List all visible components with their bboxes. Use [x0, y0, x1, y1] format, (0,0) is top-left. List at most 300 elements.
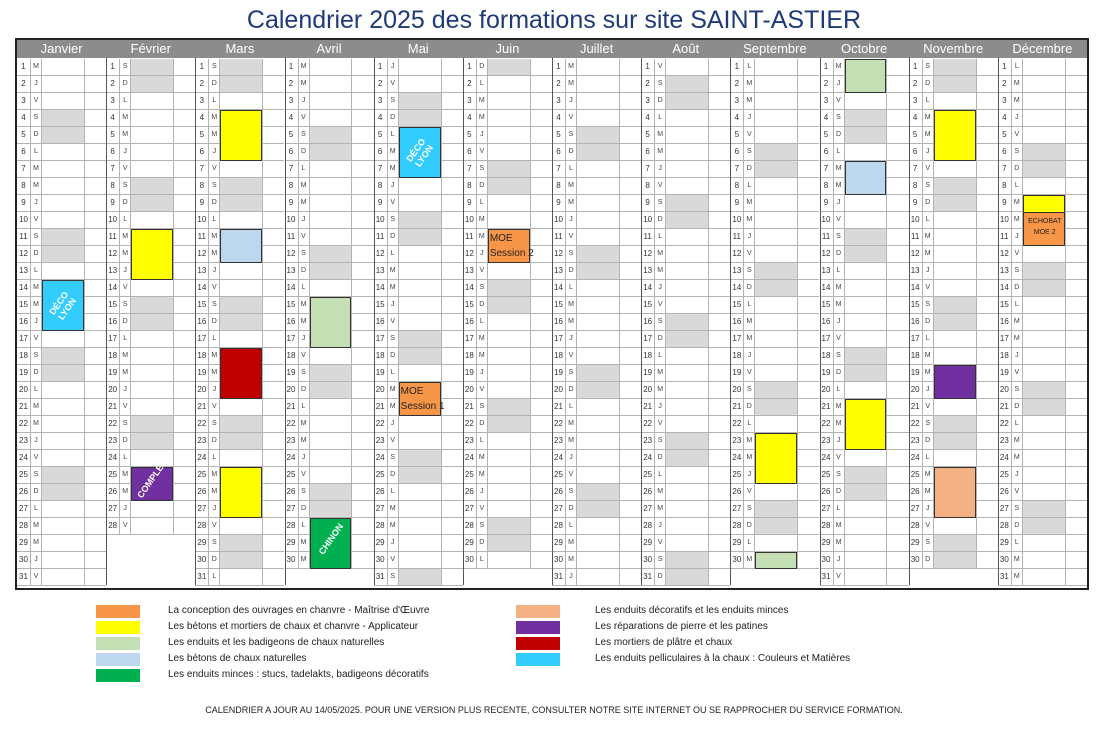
weekday-letter: M	[209, 484, 220, 500]
day-cell	[374, 484, 463, 501]
day-cell	[463, 178, 552, 195]
weekday-letter: L	[566, 518, 577, 534]
weekday-letter: V	[299, 467, 310, 483]
weekday-letter: L	[923, 212, 934, 228]
weekday-letter: M	[834, 518, 845, 534]
day-number: 4	[641, 110, 655, 126]
day-number: 3	[106, 93, 120, 109]
weekday-letter: D	[209, 314, 220, 330]
legend-text: Les enduits pelliculaires à la chaux : Couleurs et Matières	[595, 653, 851, 664]
day-number: 25	[998, 467, 1012, 483]
day-cell	[730, 76, 819, 93]
day-number: 1	[17, 59, 31, 75]
day-cell	[909, 399, 998, 416]
day-cell	[374, 348, 463, 365]
day-cell	[730, 297, 819, 314]
weekday-letter: S	[120, 416, 131, 432]
weekday-letter: D	[388, 229, 399, 245]
day-cell	[909, 161, 998, 178]
weekday-letter: L	[923, 93, 934, 109]
day-number: 29	[641, 535, 655, 551]
day-cell	[552, 552, 641, 569]
day-number: 4	[909, 110, 923, 126]
day-cell	[641, 382, 730, 399]
legend-text: La conception des ouvrages en chanvre - Maîtrise d'Œuvre	[168, 605, 430, 616]
day-number: 14	[730, 280, 744, 296]
day-cell	[730, 178, 819, 195]
day-cell	[552, 314, 641, 331]
day-cell	[730, 229, 819, 246]
day-number: 3	[374, 93, 388, 109]
day-cell	[374, 501, 463, 518]
weekday-letter: L	[744, 297, 755, 313]
day-cell	[998, 161, 1087, 178]
day-number: 11	[17, 229, 31, 245]
weekday-letter: M	[120, 246, 131, 262]
day-number: 24	[463, 450, 477, 466]
weekday-letter: L	[655, 348, 666, 364]
day-number: 1	[730, 59, 744, 75]
day-number: 8	[730, 178, 744, 194]
weekday-letter: V	[655, 178, 666, 194]
day-number: 26	[195, 484, 209, 500]
weekday-letter: M	[477, 93, 488, 109]
day-number: 25	[17, 467, 31, 483]
weekday-letter: D	[566, 144, 577, 160]
day-number: 16	[195, 314, 209, 330]
weekday-letter: J	[1012, 348, 1023, 364]
day-cell	[641, 246, 730, 263]
day-cell	[463, 416, 552, 433]
weekday-letter: M	[744, 331, 755, 347]
day-cell	[463, 93, 552, 110]
weekday-letter: M	[31, 535, 42, 551]
weekday-letter: V	[31, 569, 42, 585]
day-number: 30	[285, 552, 299, 568]
day-cell	[106, 195, 195, 212]
month-separator	[463, 58, 464, 585]
day-number: 29	[17, 535, 31, 551]
day-number: 22	[17, 416, 31, 432]
day-cell	[463, 110, 552, 127]
day-cell	[730, 195, 819, 212]
weekday-letter: D	[31, 127, 42, 143]
day-number: 18	[106, 348, 120, 364]
day-cell	[195, 178, 284, 195]
day-number: 10	[820, 212, 834, 228]
weekday-letter: D	[744, 399, 755, 415]
day-cell	[730, 399, 819, 416]
day-number: 10	[17, 212, 31, 228]
training-session	[934, 467, 976, 518]
day-number: 16	[552, 314, 566, 330]
session-label: CHINON	[316, 521, 345, 556]
day-number: 5	[17, 127, 31, 143]
day-cell	[552, 212, 641, 229]
weekday-letter: S	[744, 501, 755, 517]
weekday-letter: V	[477, 501, 488, 517]
day-cell	[552, 450, 641, 467]
weekday-letter: L	[31, 382, 42, 398]
day-number: 7	[106, 161, 120, 177]
day-cell	[998, 569, 1087, 586]
day-cell	[820, 93, 909, 110]
weekday-letter: M	[31, 518, 42, 534]
day-cell	[195, 297, 284, 314]
day-number: 3	[463, 93, 477, 109]
day-cell	[641, 484, 730, 501]
day-cell	[552, 331, 641, 348]
day-number: 30	[730, 552, 744, 568]
day-number: 25	[463, 467, 477, 483]
day-number: 16	[463, 314, 477, 330]
legend-text: Les enduits minces : stucs, tadelakts, badigeons décoratifs	[168, 669, 429, 680]
weekday-letter: S	[209, 297, 220, 313]
weekday-letter: D	[299, 382, 310, 398]
weekday-letter: M	[566, 433, 577, 449]
day-cell	[552, 535, 641, 552]
day-cell	[463, 467, 552, 484]
day-number: 16	[285, 314, 299, 330]
day-cell	[998, 518, 1087, 535]
day-number: 25	[552, 467, 566, 483]
day-number: 24	[820, 450, 834, 466]
weekday-letter: M	[566, 297, 577, 313]
weekday-letter: J	[834, 552, 845, 568]
day-cell	[730, 569, 819, 586]
day-number: 4	[195, 110, 209, 126]
day-cell	[463, 76, 552, 93]
weekday-letter: V	[388, 76, 399, 92]
month-header: Mars	[225, 41, 255, 56]
weekday-letter: S	[1012, 263, 1023, 279]
day-cell	[374, 331, 463, 348]
weekday-letter: M	[744, 76, 755, 92]
day-number: 11	[641, 229, 655, 245]
weekday-letter: D	[299, 144, 310, 160]
day-number: 4	[552, 110, 566, 126]
day-cell	[195, 518, 284, 535]
weekday-letter: S	[655, 552, 666, 568]
day-number: 27	[463, 501, 477, 517]
day-number: 27	[820, 501, 834, 517]
weekday-letter: J	[31, 314, 42, 330]
day-cell	[374, 314, 463, 331]
day-number: 27	[374, 501, 388, 517]
day-number: 1	[463, 59, 477, 75]
day-number: 15	[285, 297, 299, 313]
weekday-letter: J	[209, 144, 220, 160]
weekday-letter: S	[744, 263, 755, 279]
weekday-letter: D	[120, 314, 131, 330]
day-cell	[998, 433, 1087, 450]
month-header: Juin	[495, 41, 520, 56]
weekday-letter: V	[209, 161, 220, 177]
day-cell	[463, 518, 552, 535]
day-cell	[463, 280, 552, 297]
day-number: 13	[641, 263, 655, 279]
day-number: 14	[641, 280, 655, 296]
weekday-letter: V	[120, 518, 131, 534]
day-cell	[106, 365, 195, 382]
day-number: 25	[820, 467, 834, 483]
day-number: 29	[909, 535, 923, 551]
weekday-letter: S	[477, 161, 488, 177]
day-cell	[195, 569, 284, 586]
day-number: 2	[909, 76, 923, 92]
day-number: 30	[998, 552, 1012, 568]
day-number: 13	[998, 263, 1012, 279]
day-number: 22	[730, 416, 744, 432]
day-number: 14	[195, 280, 209, 296]
day-number: 26	[909, 484, 923, 500]
month-separator	[641, 58, 642, 585]
day-cell	[909, 59, 998, 76]
weekday-letter: S	[477, 518, 488, 534]
weekday-letter: M	[388, 518, 399, 534]
weekday-letter: J	[31, 552, 42, 568]
weekday-letter: S	[744, 382, 755, 398]
day-number: 23	[17, 433, 31, 449]
day-cell	[285, 569, 374, 586]
day-number: 6	[820, 144, 834, 160]
day-number: 1	[106, 59, 120, 75]
day-cell	[463, 263, 552, 280]
weekday-letter: D	[1012, 161, 1023, 177]
weekday-letter: L	[834, 144, 845, 160]
day-cell	[285, 144, 374, 161]
day-number: 9	[998, 195, 1012, 211]
day-cell	[106, 416, 195, 433]
weekday-letter: D	[655, 93, 666, 109]
day-number: 27	[909, 501, 923, 517]
day-number: 8	[106, 178, 120, 194]
day-number: 7	[730, 161, 744, 177]
weekday-letter: J	[655, 161, 666, 177]
day-number: 20	[463, 382, 477, 398]
day-number: 10	[106, 212, 120, 228]
weekday-letter: D	[120, 195, 131, 211]
weekday-letter: V	[834, 569, 845, 585]
weekday-letter: L	[566, 161, 577, 177]
weekday-letter: V	[1012, 246, 1023, 262]
day-cell	[820, 467, 909, 484]
weekday-letter: M	[566, 314, 577, 330]
day-number: 30	[463, 552, 477, 568]
day-number: 28	[641, 518, 655, 534]
weekday-letter: M	[655, 501, 666, 517]
weekday-letter: M	[655, 382, 666, 398]
weekday-letter: L	[1012, 59, 1023, 75]
weekday-letter: D	[566, 382, 577, 398]
day-number: 9	[641, 195, 655, 211]
weekday-letter: M	[477, 467, 488, 483]
day-number: 1	[641, 59, 655, 75]
weekday-letter: S	[566, 127, 577, 143]
day-cell	[998, 144, 1087, 161]
day-number: 7	[909, 161, 923, 177]
day-cell	[106, 569, 195, 586]
day-cell	[374, 212, 463, 229]
day-cell	[730, 263, 819, 280]
day-number: 22	[909, 416, 923, 432]
day-cell	[463, 127, 552, 144]
day-cell	[730, 280, 819, 297]
weekday-letter: L	[655, 110, 666, 126]
day-cell	[195, 552, 284, 569]
day-number: 4	[820, 110, 834, 126]
day-cell	[998, 263, 1087, 280]
day-cell	[17, 178, 106, 195]
page-title: Calendrier 2025 des formations sur site SAINT-ASTIER	[246, 6, 862, 34]
weekday-letter: J	[834, 433, 845, 449]
day-number: 20	[641, 382, 655, 398]
day-cell	[463, 552, 552, 569]
day-number: 11	[195, 229, 209, 245]
day-number: 8	[641, 178, 655, 194]
day-cell	[17, 195, 106, 212]
day-number: 7	[374, 161, 388, 177]
weekday-letter: S	[209, 535, 220, 551]
training-session	[845, 59, 887, 93]
legend-swatch	[516, 637, 560, 650]
day-cell	[463, 144, 552, 161]
day-cell	[463, 501, 552, 518]
day-cell	[106, 59, 195, 76]
weekday-letter: V	[744, 127, 755, 143]
day-cell	[17, 212, 106, 229]
day-cell	[909, 280, 998, 297]
day-cell	[820, 297, 909, 314]
legend-swatch	[96, 653, 140, 666]
day-cell	[998, 110, 1087, 127]
weekday-letter: L	[834, 263, 845, 279]
day-cell	[285, 229, 374, 246]
day-cell	[909, 263, 998, 280]
day-number: 20	[106, 382, 120, 398]
day-number: 8	[909, 178, 923, 194]
day-cell	[998, 501, 1087, 518]
weekday-letter: V	[566, 110, 577, 126]
day-cell	[463, 59, 552, 76]
weekday-letter: V	[744, 246, 755, 262]
day-number: 7	[552, 161, 566, 177]
day-cell	[552, 263, 641, 280]
weekday-letter: D	[477, 416, 488, 432]
weekday-letter: D	[655, 450, 666, 466]
day-number: 8	[463, 178, 477, 194]
day-cell	[106, 450, 195, 467]
weekday-letter: S	[120, 178, 131, 194]
weekday-letter: L	[477, 552, 488, 568]
day-cell	[998, 331, 1087, 348]
weekday-letter: V	[1012, 484, 1023, 500]
weekday-letter: D	[744, 280, 755, 296]
weekday-letter: V	[477, 144, 488, 160]
weekday-letter: M	[566, 416, 577, 432]
day-number: 14	[17, 280, 31, 296]
day-number: 6	[463, 144, 477, 160]
day-cell	[195, 535, 284, 552]
weekday-letter: M	[1012, 331, 1023, 347]
day-cell	[998, 297, 1087, 314]
day-cell	[463, 433, 552, 450]
day-cell	[820, 110, 909, 127]
weekday-letter: L	[1012, 416, 1023, 432]
day-number: 15	[195, 297, 209, 313]
day-cell	[374, 467, 463, 484]
day-number: 18	[641, 348, 655, 364]
weekday-letter: D	[923, 552, 934, 568]
day-number: 18	[463, 348, 477, 364]
weekday-letter: J	[209, 501, 220, 517]
day-cell	[17, 450, 106, 467]
weekday-letter: M	[120, 365, 131, 381]
weekday-letter: D	[566, 263, 577, 279]
day-cell	[106, 178, 195, 195]
day-number: 7	[17, 161, 31, 177]
day-cell	[730, 518, 819, 535]
weekday-letter: M	[31, 161, 42, 177]
weekday-letter: S	[834, 467, 845, 483]
day-cell	[730, 212, 819, 229]
day-cell	[17, 348, 106, 365]
day-number: 9	[17, 195, 31, 211]
day-number: 14	[106, 280, 120, 296]
day-number: 11	[106, 229, 120, 245]
month-header: Août	[672, 41, 700, 56]
day-cell	[374, 365, 463, 382]
day-number: 12	[909, 246, 923, 262]
day-number: 28	[730, 518, 744, 534]
weekday-letter: L	[1012, 535, 1023, 551]
day-cell	[17, 569, 106, 586]
day-number: 5	[374, 127, 388, 143]
weekday-letter: L	[120, 331, 131, 347]
day-cell	[17, 76, 106, 93]
day-number: 9	[374, 195, 388, 211]
day-number: 29	[820, 535, 834, 551]
day-cell	[730, 246, 819, 263]
day-cell	[17, 331, 106, 348]
weekday-letter: L	[834, 501, 845, 517]
weekday-letter: M	[388, 399, 399, 415]
day-cell	[641, 212, 730, 229]
weekday-letter: M	[388, 161, 399, 177]
weekday-letter: S	[209, 59, 220, 75]
weekday-letter: J	[566, 93, 577, 109]
day-number: 22	[285, 416, 299, 432]
weekday-letter: J	[31, 195, 42, 211]
day-cell	[909, 246, 998, 263]
weekday-letter: V	[744, 484, 755, 500]
weekday-letter: M	[31, 297, 42, 313]
weekday-letter: M	[31, 416, 42, 432]
day-cell	[17, 518, 106, 535]
day-cell	[552, 59, 641, 76]
weekday-letter: J	[477, 484, 488, 500]
weekday-letter: S	[1012, 144, 1023, 160]
weekday-letter: M	[566, 535, 577, 551]
day-number: 19	[285, 365, 299, 381]
weekday-letter: L	[388, 246, 399, 262]
weekday-letter: D	[209, 552, 220, 568]
weekday-letter: L	[744, 178, 755, 194]
legend-swatch	[96, 637, 140, 650]
day-number: 6	[285, 144, 299, 160]
weekday-letter: V	[834, 212, 845, 228]
day-cell	[106, 331, 195, 348]
